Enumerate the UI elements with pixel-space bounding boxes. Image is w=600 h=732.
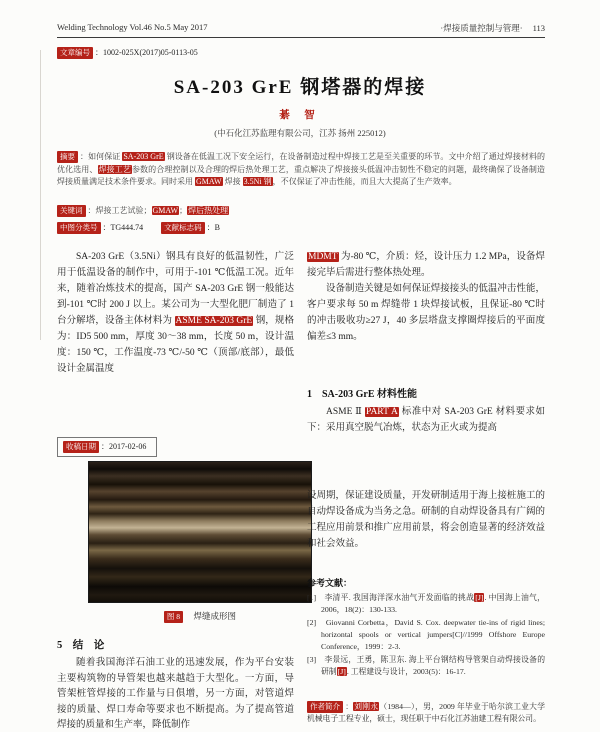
text-segment: （1984—），男，2009 年毕业于哈尔滨工业大学机械电子工程专业，硕士，现任职于中石化江苏油建工程有限公司。: [307, 702, 546, 723]
text-segment: [3] 李景远，王勇，陈卫东. 海上平台钢结构导管架自动焊接设备的研制: [307, 655, 545, 676]
highlighted-term: GMAW: [196, 177, 222, 186]
section-1-heading: 1 SA-203 GrE 材料性能: [307, 389, 417, 400]
reference-item-3: [307, 654, 545, 678]
right-column-paragraph-1: [307, 249, 545, 281]
text-segment: 标准中对 SA-203 GrE 材料要求如下：采用真空脱气冶炼，状态为正火或为提高: [307, 407, 545, 433]
clc-label: 中图分类号: [57, 222, 101, 234]
highlighted-term: 刘刚永: [354, 702, 379, 711]
author-bio: [307, 701, 545, 725]
references-list: [307, 592, 545, 679]
right-column-paragraph-2: 设备制造关键是如何保证焊接接头的低温冲击性能，客户要求每 50 m 焊缝带 1 块焊接试板，且保证-80 ℃时的冲击吸收功≥27 J，40 多层塔盘支撑圈焊接后的平面度偏差≤3 mm。: [307, 284, 545, 342]
doc-code-label: 文献标志码: [161, 222, 205, 234]
figure-caption-text: 焊缝成形图: [185, 611, 237, 621]
text-segment: [2] Giovanni Corbetta，David S. Cox. deepwater tie-ins of rigid lines; horizontal spools or vertical jumpers[C]//1999 Offshore Europe Conference，1999：2-3.: [307, 618, 545, 651]
text-segment: . 中国海上油气，2006，18(2)：130-133.: [321, 593, 545, 614]
journal-info: Welding Technology Vol.46 No.5 May 2017: [57, 22, 208, 32]
abstract-label: 摘要: [57, 151, 78, 163]
text-segment: . 工程建设与设计，2003(5)：16-17.: [346, 667, 466, 676]
reference-item-2: [307, 617, 545, 653]
right-column-paragraph-4: 设周期，保证建设质量，开发研制适用于海上接桩施工的自动焊设备成为当务之急。研制的自动焊设备具有广阔的工程应用前景和推广应用前景，将会创造显著的经济效益和社会效益。: [307, 491, 545, 549]
text-segment: ASME Ⅱ: [326, 407, 366, 417]
text-segment: 钢，规格为：ID5 500 mm，厚度 30～38 mm，长度 50 m，设计温度：150 ℃，工作温度-73 ℃/-50 ℃（顶部/底部），最低设计金属温度: [57, 316, 294, 374]
references-heading: 参考文献：: [307, 578, 353, 588]
weld-seam-photo: [88, 461, 312, 603]
highlighted-term: SA-203 GrE: [123, 152, 164, 161]
header-rule: [57, 37, 545, 38]
highlighted-term: [J]: [475, 593, 484, 602]
page-number: 113: [532, 23, 545, 33]
text-segment: 钢设备在低温工况下安全运行，在设备制造过程中焊接工艺是至关重要的环节。文中介绍了通过焊接材料的优化选用、: [57, 152, 546, 174]
keywords-block: [57, 205, 545, 217]
text-segment: ，不仅保证了冲击性能，而且大大提高了生产效率。: [272, 177, 457, 186]
figure-caption: [88, 610, 312, 623]
page-header: [57, 22, 545, 34]
column-title: ·焊接质量控制与管理·: [440, 23, 523, 33]
highlighted-term: MDMT: [308, 252, 338, 262]
text-segment: SA-203 GrE（3.5Ni）钢具有良好的低温韧性，广泛用于低温设备的制作中，可用于-101 ℃低温工况。近年来，随着冶炼技术的提高，国产 SA-203 GrE 钢一般能达到-101 ℃时 200 J 以上。某公司为一大型化肥厂制造了 1 台分解塔，设备主体材料为: [57, 252, 294, 326]
highlighted-term: [J]: [337, 667, 346, 676]
right-column-paragraph-3: [307, 404, 545, 436]
text-segment: ；: [179, 206, 188, 215]
text-segment: 为-80 ℃，介质：烃，设计压力 1.2 MPa，设备焊接完毕后需进行整体热处理。: [307, 252, 545, 278]
keywords-text: [88, 206, 230, 215]
article-number: [57, 47, 198, 59]
highlighted-term: ASME SA-203 GrE: [175, 316, 253, 326]
highlighted-term: PART A: [366, 407, 398, 417]
received-date-value: ：2017-02-06: [101, 442, 147, 451]
text-segment: 焊接: [222, 177, 243, 186]
section-5-paragraph: 随着我国海洋石油工业的迅速发展，作为平台安装主要构筑物的导管架也越来越趋于大型化。一方面，导管架桩管焊接的工作量与日俱增，另一方面，对管道焊接的质量、焊口寿命等要求也不断提高。为了提高管道焊接的质量和生产率，降低制作: [57, 658, 294, 730]
text-segment: ：焊接工艺试验；: [87, 206, 152, 215]
highlighted-term: 焊后热处理: [188, 206, 229, 215]
abstract-text: [57, 152, 545, 186]
article-number-value: ：1002-025X(2017)05-0113-05: [95, 48, 198, 57]
clc-block: [57, 222, 545, 234]
affiliation: (中石化江苏监理有限公司，江苏 扬州 225012): [214, 128, 386, 138]
received-date-label: 收稿日期: [63, 441, 99, 453]
clc-value: ：TG444.74: [102, 223, 144, 232]
author-bio-label: 作者简介: [307, 701, 343, 713]
text-segment: ：: [345, 702, 354, 711]
highlighted-term: GMAW: [152, 206, 179, 215]
paper-title: SA-203 GrE 钢塔器的焊接: [173, 77, 427, 98]
figure-caption-label: 图 8: [164, 611, 183, 623]
text-segment: 参数的合理控制以及合理的焊后热处理工艺，重点解决了焊接接头低温冲击韧性不稳定的问题，最终确保了设备制造焊接质量满足技术条件要求。同时采用: [57, 164, 546, 186]
text-segment: ：如何保证: [80, 152, 123, 161]
reference-item-1: [307, 592, 545, 616]
article-number-label: 文章编号: [57, 47, 93, 59]
header-right: [440, 22, 545, 34]
section-5-heading: 5 结 论: [57, 640, 105, 651]
author-name: 綦 智: [279, 110, 321, 121]
abstract-block: [57, 151, 545, 189]
highlighted-term: 3.5Ni 钢: [243, 177, 272, 186]
received-date-box: [57, 437, 157, 457]
doc-code-value: ：B: [206, 223, 221, 232]
text-segment: [1] 李清平. 我国海洋深水油气开发面临的挑战: [307, 593, 475, 602]
keywords-label: 关键词: [57, 205, 86, 217]
left-column-paragraph-1: [57, 249, 294, 377]
highlighted-term: 焊接工艺: [98, 164, 131, 174]
